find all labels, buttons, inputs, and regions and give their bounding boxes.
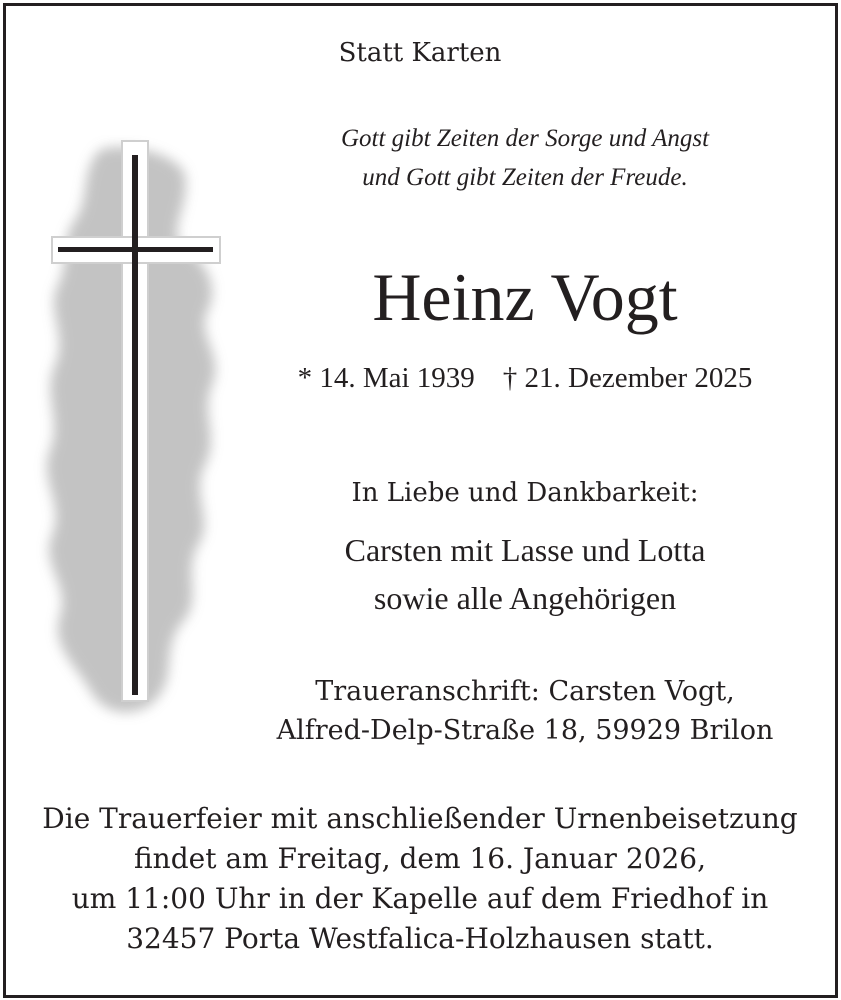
thanks-line: In Liebe und Dankbarkeit: <box>351 478 699 508</box>
service-info-line: findet am Freitag, dem 16. Januar 2026, <box>133 842 706 875</box>
service-info-line: 32457 Porta Westfalica-Holzhausen statt. <box>126 922 714 955</box>
mourner-line: sowie alle Angehörigen <box>373 580 677 616</box>
verse-line: Gott gibt Zeiten der Sorge und Angst <box>340 125 710 152</box>
mourning-address-line: Alfred-Delp-Straße 18, 59929 Brilon <box>276 715 774 746</box>
cross-icon <box>30 135 240 725</box>
service-info-line: um 11:00 Uhr in der Kapelle auf dem Friedhof in <box>71 882 769 915</box>
verse-line: und Gott gibt Zeiten der Freude. <box>362 164 688 191</box>
birth-date: * 14. Mai 1939 <box>297 362 475 394</box>
death-date: † 21. Dezember 2025 <box>502 362 753 394</box>
service-info-line: Die Trauerfeier mit anschließender Urnenbeisetzung <box>42 802 798 835</box>
mourner-line: Carsten mit Lasse und Lotta <box>344 532 706 568</box>
mourning-address-line: Traueranschrift: Carsten Vogt, <box>315 676 735 707</box>
life-dates <box>250 362 800 395</box>
deceased-name: Heinz Vogt <box>372 259 678 335</box>
notice-header: Statt Karten <box>338 38 502 68</box>
